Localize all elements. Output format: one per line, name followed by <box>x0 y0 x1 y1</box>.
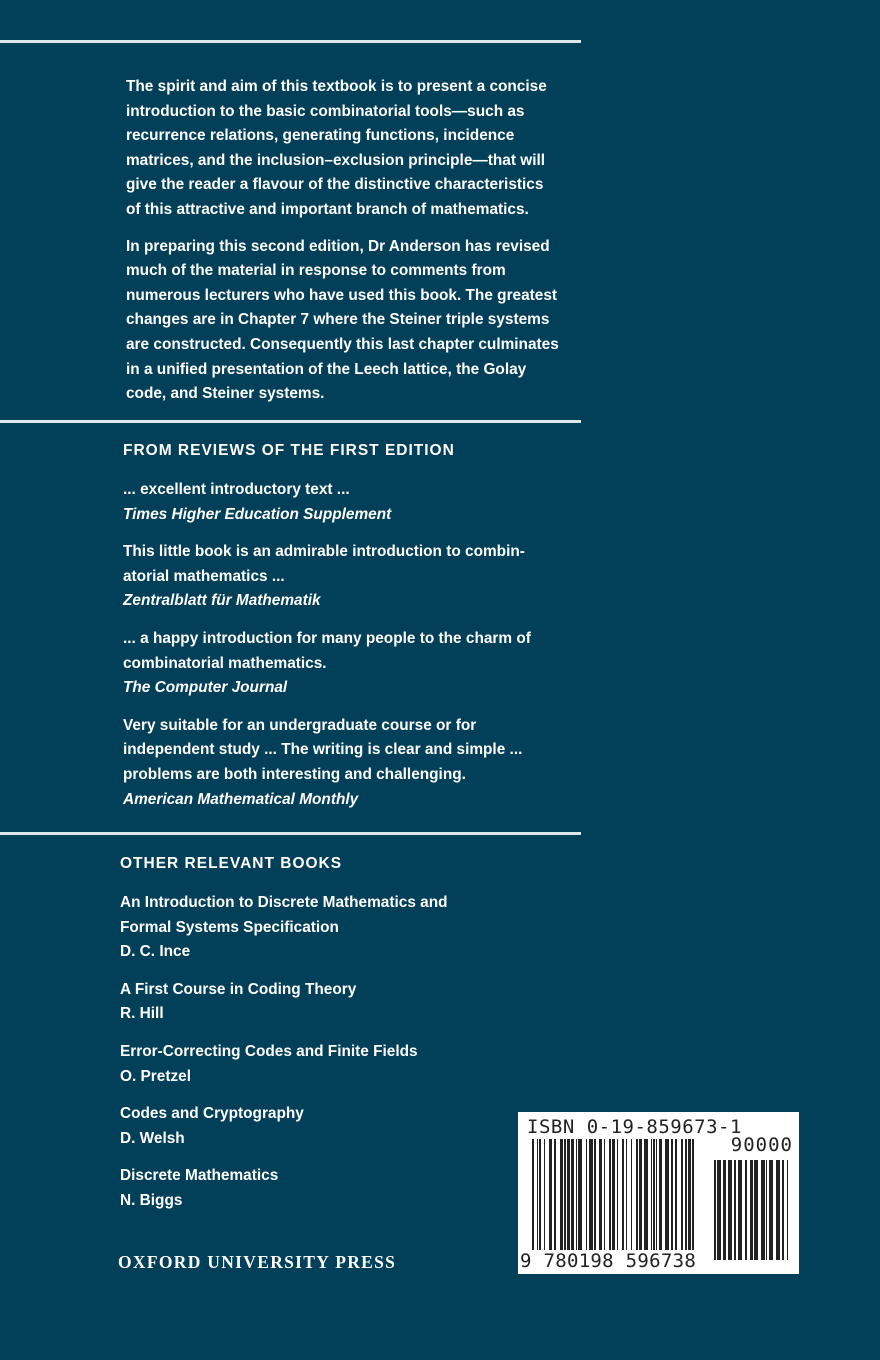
quote-line: atorial mathematics ... <box>123 567 285 585</box>
text-line: recurrence relations, generating functions, incidence <box>126 127 515 145</box>
book-entry <box>120 1164 448 1213</box>
text-line: In preparing this second edition, Dr Anderson has revised <box>126 237 550 255</box>
barcode-bar <box>738 1160 742 1260</box>
barcode-bar <box>776 1160 780 1260</box>
book-title: Formal Systems Specification <box>120 918 339 936</box>
barcode-bar <box>782 1160 784 1260</box>
text-line: of this attractive and important branch of mathematics. <box>126 200 529 218</box>
rule-reviews <box>0 420 581 423</box>
quote-line: This little book is an admirable introduction to combin- <box>123 543 525 561</box>
book-entry <box>120 891 448 965</box>
description <box>126 75 559 419</box>
barcode-bar <box>750 1160 753 1260</box>
book-author: N. Biggs <box>120 1191 183 1209</box>
book-title: Codes and Cryptography <box>120 1105 304 1123</box>
barcode-bar <box>734 1160 736 1260</box>
description-paragraph <box>126 75 559 223</box>
barcode-bar <box>728 1160 732 1260</box>
barcode-bar <box>714 1160 716 1260</box>
quote-line: ... a happy introduction for many people to the charm of <box>123 629 531 647</box>
other-books-section <box>120 852 448 1227</box>
review-source: American Mathematical Monthly <box>123 790 359 808</box>
barcode-bar <box>723 1160 726 1260</box>
book-author: D. Welsh <box>120 1129 185 1147</box>
barcode-bar <box>745 1160 747 1260</box>
text-line: numerous lecturers who have used this book. The greatest <box>126 286 558 304</box>
book-entry <box>120 1102 448 1151</box>
quote-line: problems are both interesting and challenging. <box>123 765 466 783</box>
text-line: introduction to the basic combinatorial tools—such as <box>126 102 525 120</box>
review-quote <box>123 478 531 527</box>
reviews-section <box>123 439 531 825</box>
barcode-bar <box>766 1160 767 1260</box>
text-line: The spirit and aim of this textbook is to present a concise <box>126 78 547 95</box>
text-line: are constructed. Consequently this last chapter culminates <box>126 335 559 353</box>
quote-line: independent study ... The writing is clear and simple ... <box>123 741 523 759</box>
review-source: Times Higher Education Supplement <box>123 505 392 523</box>
addon-code: 90000 <box>730 1134 793 1156</box>
review-quote <box>123 714 531 812</box>
book-author: R. Hill <box>120 1005 164 1023</box>
book-title: A First Course in Coding Theory <box>120 980 357 998</box>
text-line: matrices, and the inclusion–exclusion principle—that will <box>126 151 546 169</box>
isbn-text: ISBN 0-19-859673-1 <box>527 1116 742 1138</box>
barcode-bar <box>717 1160 721 1260</box>
barcode-bar <box>754 1160 758 1260</box>
ean-text: 9 780198 596738 <box>520 1250 697 1272</box>
text-line: in a unified presentation of the Leech lattice, the Golay <box>126 360 527 378</box>
text-line: changes are in Chapter 7 where the Steiner triple systems <box>126 311 550 329</box>
barcode-bar <box>787 1160 788 1260</box>
review-source: Zentralblatt für Mathematik <box>123 592 321 610</box>
text-line: give the reader a flavour of the distinctive characteristics <box>126 176 544 194</box>
isbn-barcode <box>518 1112 799 1274</box>
publisher-name: OXFORD UNIVERSITY PRESS <box>118 1252 397 1272</box>
quote-line: ... excellent introductory text ... <box>123 481 350 498</box>
book-title: Discrete Mathematics <box>120 1167 279 1185</box>
book-title: An Introduction to Discrete Mathematics and <box>120 894 448 911</box>
book-title: Error-Correcting Codes and Finite Fields <box>120 1042 418 1060</box>
quote-line: Very suitable for an undergraduate course or for <box>123 716 477 734</box>
review-source: The Computer Journal <box>123 679 288 697</box>
text-line: code, and Steiner systems. <box>126 385 325 403</box>
top-rule <box>0 40 581 43</box>
barcode-bar <box>761 1160 765 1260</box>
text-line: much of the material in response to comments from <box>126 262 506 280</box>
book-author: O. Pretzel <box>120 1067 191 1085</box>
barcode-bar <box>769 1160 773 1260</box>
rule-other-books <box>0 832 581 835</box>
description-paragraph <box>126 235 559 407</box>
other-books-heading: OTHER RELEVANT BOOKS <box>120 855 343 872</box>
review-quote <box>123 540 531 614</box>
reviews-heading: FROM REVIEWS OF THE FIRST EDITION <box>123 442 455 459</box>
quote-line: combinatorial mathematics. <box>123 654 327 672</box>
book-entry <box>120 978 448 1027</box>
book-author: D. C. Ince <box>120 943 191 961</box>
review-quote <box>123 627 531 701</box>
book-entry <box>120 1040 448 1089</box>
